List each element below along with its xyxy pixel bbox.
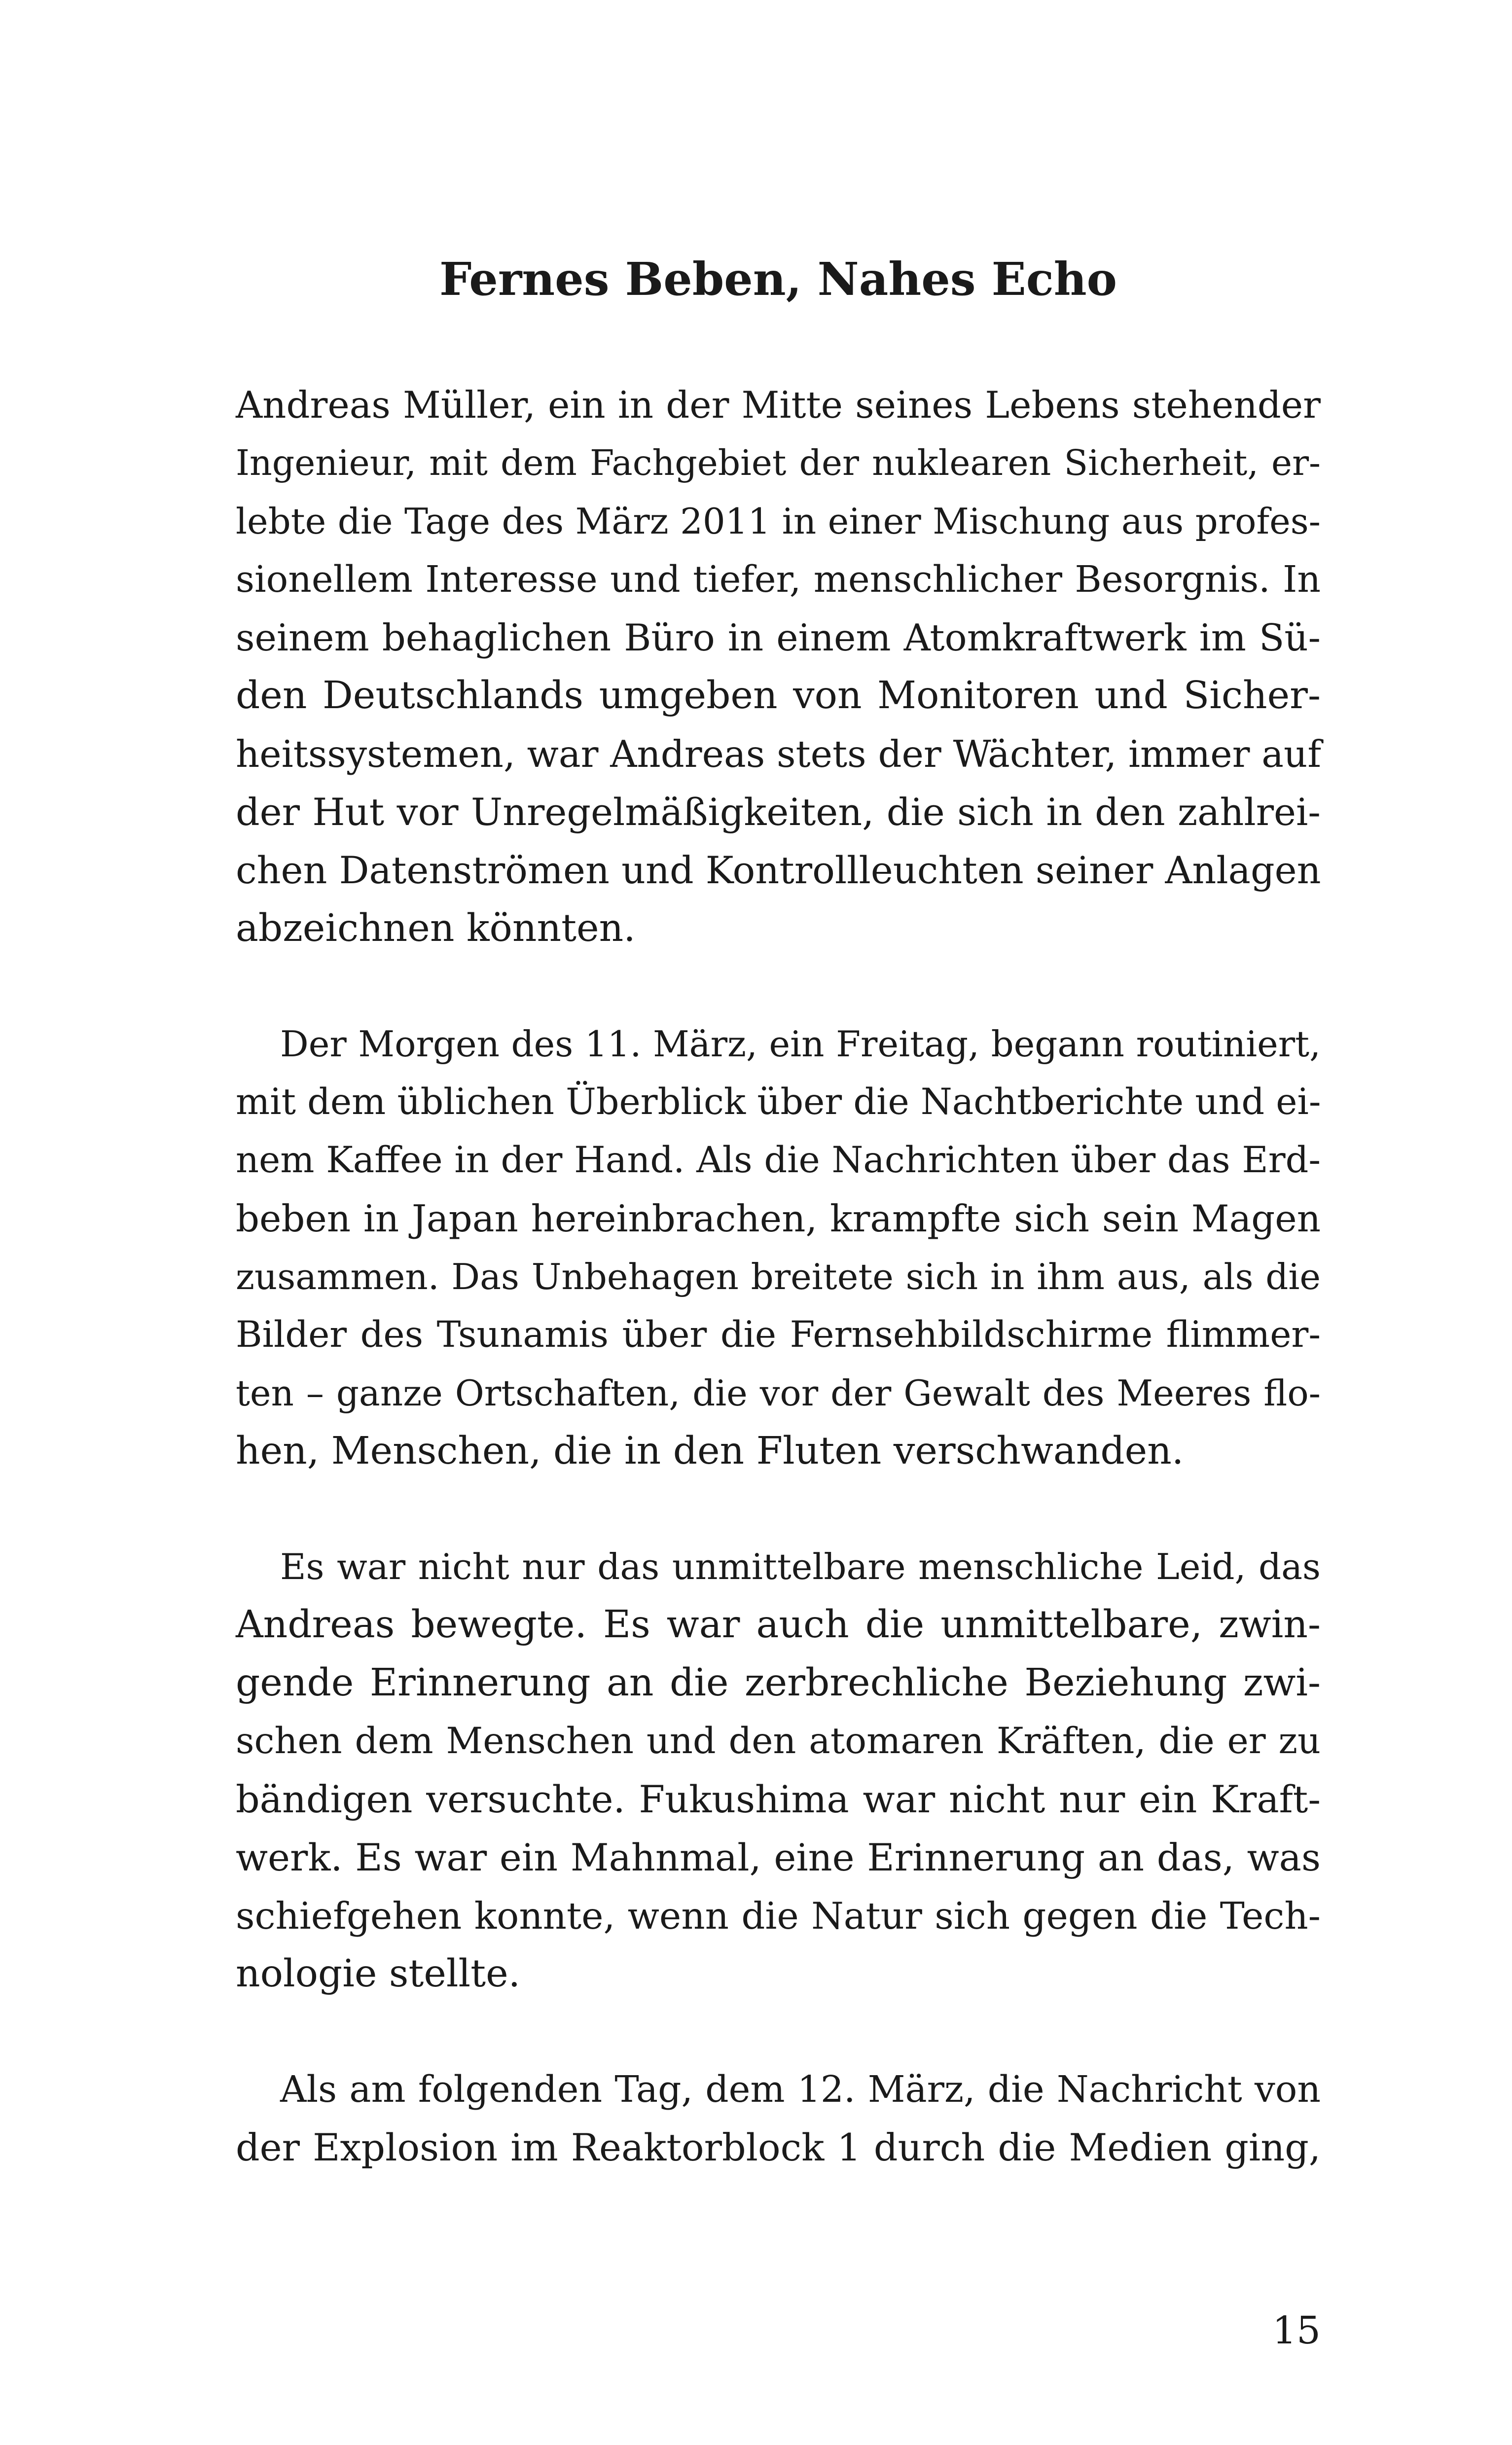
text-line: gende Erinnerung an die zerbrechliche Beziehung zwi- <box>236 1661 1321 1705</box>
text-line: chen Datenströmen und Kontrollleuchten seiner Anlagen <box>236 848 1321 892</box>
text-line: bändigen versuchte. Fukushima war nicht nur ein Kraft- <box>236 1777 1321 1821</box>
text-line: hen, Menschen, die in den Fluten verschwanden. <box>236 1429 1184 1473</box>
text-line: den Deutschlands umgeben von Monitoren und Sicher- <box>236 674 1321 718</box>
text-line: schen dem Menschen und den atomaren Kräften, die er zu <box>236 1720 1321 1762</box>
page-number: 15 <box>1272 2309 1321 2353</box>
text-line: Andreas bewegte. Es war auch die unmittelbare, zwin- <box>236 1603 1321 1647</box>
text-line: mit dem üblichen Überblick über die Nachtberichte und ei- <box>236 1081 1321 1123</box>
text-line: Ingenieur, mit dem Fachgebiet der nuklearen Sicherheit, er- <box>236 442 1321 483</box>
text-line: der Explosion im Reaktorblock 1 durch die Medien ging, <box>236 2125 1321 2169</box>
text-line: beben in Japan hereinbrachen, krampfte sich sein Magen <box>236 1197 1321 1240</box>
text-line: Andreas Müller, ein in der Mitte seines Lebens stehender <box>236 383 1321 427</box>
text-line: heitssystemen, war Andreas stets der Wächter, immer auf <box>236 732 1322 776</box>
text-line: der Hut vor Unregelmäßigkeiten, die sich in den zahlrei- <box>236 790 1321 834</box>
chapter-title: Fernes Beben, Nahes Echo <box>439 252 1117 306</box>
text-line: nem Kaffee in der Hand. Als die Nachrichten über das Erd- <box>236 1139 1321 1181</box>
text-line: sionellem Interesse und tiefer, menschlicher Besorgnis. In <box>236 558 1321 601</box>
text-line: lebte die Tage des März 2011 in einer Mischung aus profes- <box>236 501 1321 542</box>
text-line: Bilder des Tsunamis über die Fernsehbildschirme flimmer- <box>236 1314 1321 1356</box>
text-line: zusammen. Das Unbehagen breitete sich in ihm aus, als die <box>236 1256 1321 1297</box>
text-line: Als am folgenden Tag, dem 12. März, die Nachricht von <box>280 2068 1321 2111</box>
text-line: ten – ganze Ortschaften, die vor der Gewalt des Meeres flo- <box>236 1372 1321 1414</box>
text-line: Es war nicht nur das unmittelbare menschliche Leid, das <box>280 1546 1321 1587</box>
text-line: abzeichnen könnten. <box>236 906 636 950</box>
text-line: schiefgehen konnte, wenn die Natur sich gegen die Tech- <box>236 1894 1321 1938</box>
text-line: seinem behaglichen Büro in einem Atomkraftwerk im Sü- <box>236 616 1321 659</box>
text-line: nologie stellte. <box>236 1952 521 1996</box>
text-line: Der Morgen des 11. März, ein Freitag, begann routiniert, <box>280 1023 1321 1065</box>
text-line: werk. Es war ein Mahnmal, eine Erinnerung an das, was <box>236 1835 1321 1879</box>
